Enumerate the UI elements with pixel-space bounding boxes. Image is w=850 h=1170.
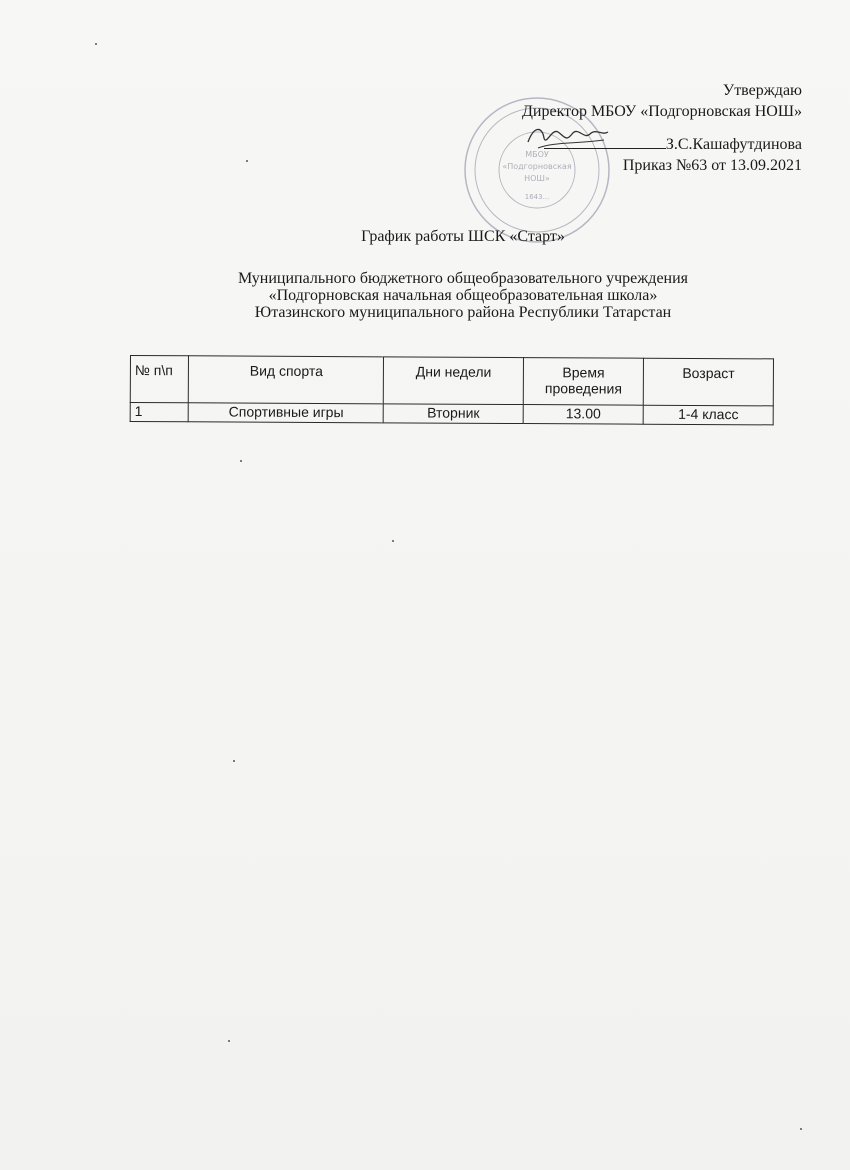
order-reference: Приказ №63 от 13.09.2021: [622, 157, 802, 174]
table-row: [130, 403, 773, 425]
scan-speck: [95, 43, 97, 45]
signatory-name: З.С.Кашафутдинова: [665, 136, 802, 153]
scan-speck: [392, 540, 394, 542]
director-position: Директор МБОУ «Подгорновская НОШ»: [522, 103, 802, 120]
scan-speck: [240, 460, 242, 462]
scan-speck: [233, 760, 235, 762]
institution-line: «Подгорновская начальная общеобразовательная школа»: [268, 287, 658, 304]
cell-sport: Спортивные игры: [189, 403, 384, 423]
approval-block: [522, 80, 802, 176]
cell-days: Вторник: [384, 404, 524, 424]
institution-line: Ютазинского муниципального района Республики Татарстан: [254, 304, 672, 321]
approve-word: Утверждаю: [722, 82, 802, 99]
document-title: График работы ШСК «Старт»: [361, 228, 565, 245]
institution-name: [0, 270, 850, 321]
table-header-row: [130, 356, 773, 406]
header-sport: Вид спорта: [189, 356, 384, 404]
scan-speck: [800, 1128, 802, 1130]
header-number: № п\п: [130, 356, 189, 403]
svg-text:«Подгорновская: «Подгорновская: [502, 162, 572, 171]
cell-number: 1: [130, 403, 189, 422]
svg-text:1643...: 1643...: [524, 193, 550, 201]
header-time: Время проведения: [523, 358, 644, 406]
institution-line: Муниципального бюджетного общеобразовательного учреждения: [237, 270, 689, 287]
cell-time: 13.00: [523, 405, 643, 425]
cell-age: 1-4 класс: [643, 405, 773, 425]
scan-speck: [246, 160, 248, 162]
scan-speck: [228, 1040, 230, 1042]
schedule-table: [130, 355, 774, 425]
header-days: Дни недели: [384, 357, 524, 405]
signature-blank: [544, 134, 666, 149]
svg-text:НОШ»: НОШ»: [524, 174, 550, 183]
signature-line: [522, 134, 802, 155]
svg-text:МБОУ: МБОУ: [525, 150, 549, 159]
header-age: Возраст: [644, 358, 774, 406]
